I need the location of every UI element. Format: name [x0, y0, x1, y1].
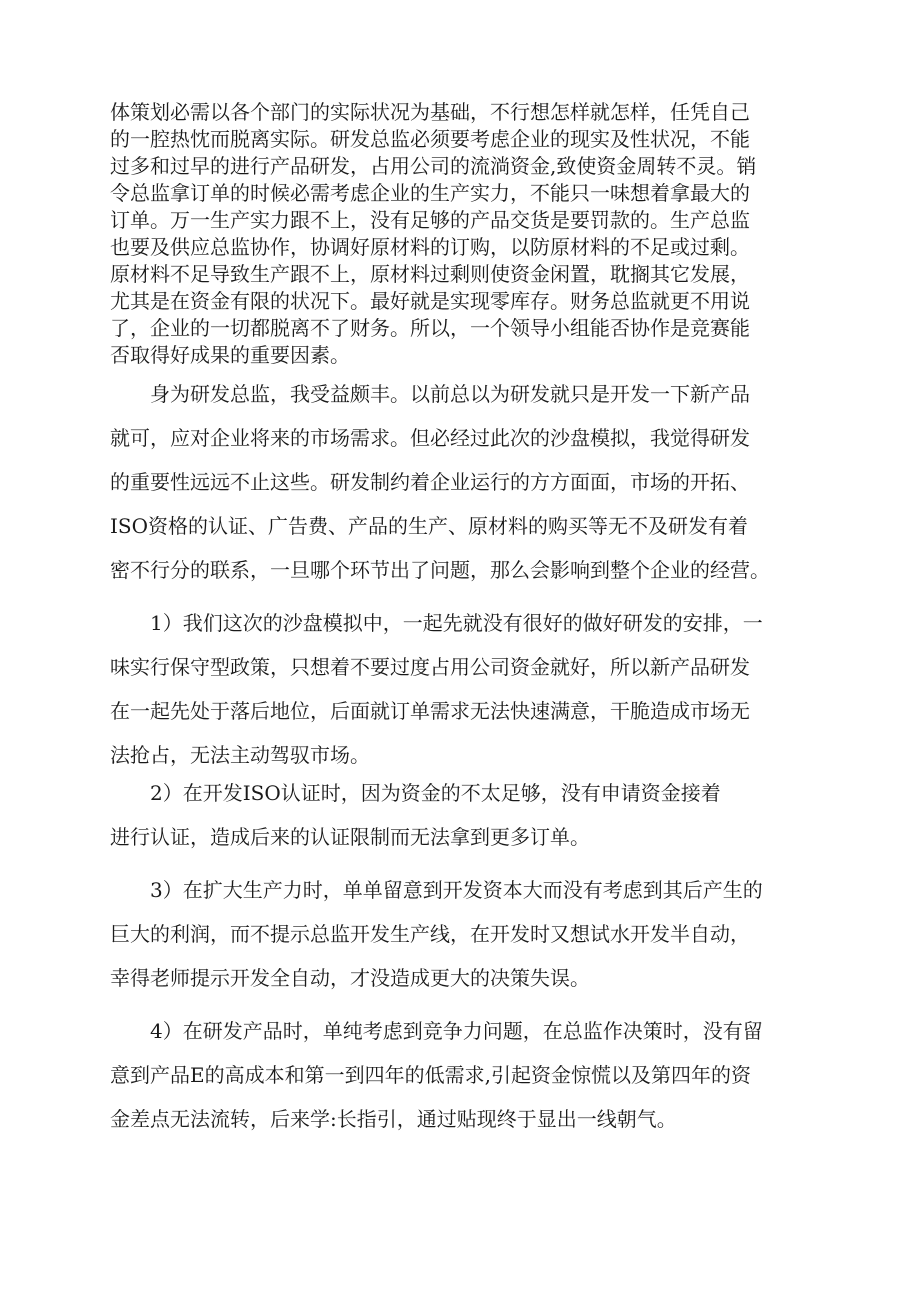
- item-3-line-3: 幸得老师提示开发全自动，才没造成更大的决策失误。: [110, 966, 590, 990]
- paragraph-1-line-1: 体策划必需以各个部门的实际状况为基础，不行想怎样就怎样，任凭自己: [110, 100, 750, 124]
- paragraph-2-line-2: 就可，应对企业将来的市场需求。但必经过此次的沙盘模拟，我觉得研发: [110, 426, 750, 450]
- item-2-line-2: 进行认证，造成后来的认证限制而无法拿到更多订单。: [110, 825, 590, 849]
- item-4-line-3: 金差点无法流转，后来学:长指引，通过贴现终于显出一线朝气。: [110, 1107, 677, 1131]
- paragraph-1-line-6: 也要及供应总监协作，协调好原材料的订购，以防原材料的不足或过剩。: [110, 235, 750, 259]
- paragraph-1-line-10: 否取得好成果的重要因素。: [110, 343, 350, 367]
- paragraph-1-line-9: 了，企业的一切都脱离不了财务。所以，一个领导小组能否协作是竞赛能: [110, 316, 750, 340]
- item-4-line-1: 4）在研发产品时，单纯考虑到竞争力问题，在总监作决策时，没有留: [150, 1019, 763, 1043]
- paragraph-2-line-1: 身为研发总监，我受益颇丰。以前总以为研发就只是开发一下新产品: [150, 382, 750, 406]
- paragraph-1-line-4: 令总监拿订单的时候必需考虑企业的生产实力，不能只一味想着拿最大的: [110, 181, 750, 205]
- paragraph-2-line-3: 的重要性远远不止这些。研发制约着企业运行的方方面面，市场的开拓、: [110, 470, 750, 494]
- paragraph-1-line-7: 原材料不足导致生产跟不上，原材料过剩则使资金闲置，耽搁其它发展，: [110, 262, 750, 286]
- paragraph-1-line-5: 订单。万一生产实力跟不上，没有足够的产品交货是要罚款的。生产总监: [110, 208, 750, 232]
- paragraph-2-line-5: 密不行分的联系，一旦哪个环节出了问题，那么会影响到整个企业的经营。: [110, 558, 770, 582]
- paragraph-1-line-8: 尤其是在资金有限的状况下。最好就是实现零库存。财务总监就更不用说: [110, 289, 750, 313]
- item-3-line-2: 巨大的利润，而不提示总监开发生产线，在开发时又想试水开发半自动，: [110, 922, 750, 946]
- item-3-line-1: 3）在扩大生产力时，单单留意到开发资本大而没有考虑到其后产生的: [150, 878, 763, 902]
- item-2-line-1: 2）在开发ISO认证时，因为资金的不太足够，没有申请资金接着: [150, 781, 721, 805]
- item-1-line-4: 法抢占，无法主动驾驭市场。: [110, 743, 370, 767]
- paragraph-2-line-4: ISO资格的认证、广告费、产品的生产、原材料的购买等无不及研发有着: [110, 514, 748, 538]
- paragraph-1-line-2: 的一腔热忱而脱离实际。研发总监必须要考虑企业的现实及性状况，不能: [110, 127, 750, 151]
- item-1-line-1: 1）我们这次的沙盘模拟中，一起先就没有很好的做好研发的安排，一: [150, 611, 763, 635]
- item-1-line-2: 味实行保守型政策，只想着不要过度占用公司资金就好，所以新产品研发: [110, 655, 750, 679]
- item-1-line-3: 在一起先处于落后地位，后面就订单需求无法快速满意，干脆造成市场无: [110, 699, 750, 723]
- item-4-line-2: 意到产品E的高成本和第一到四年的低需求,引起资金惊慌以及第四年的资: [110, 1063, 751, 1087]
- paragraph-1-line-3: 过多和过早的进行产品研发，占用公司的流淌资金,致使资金周转不灵。销: [110, 154, 757, 178]
